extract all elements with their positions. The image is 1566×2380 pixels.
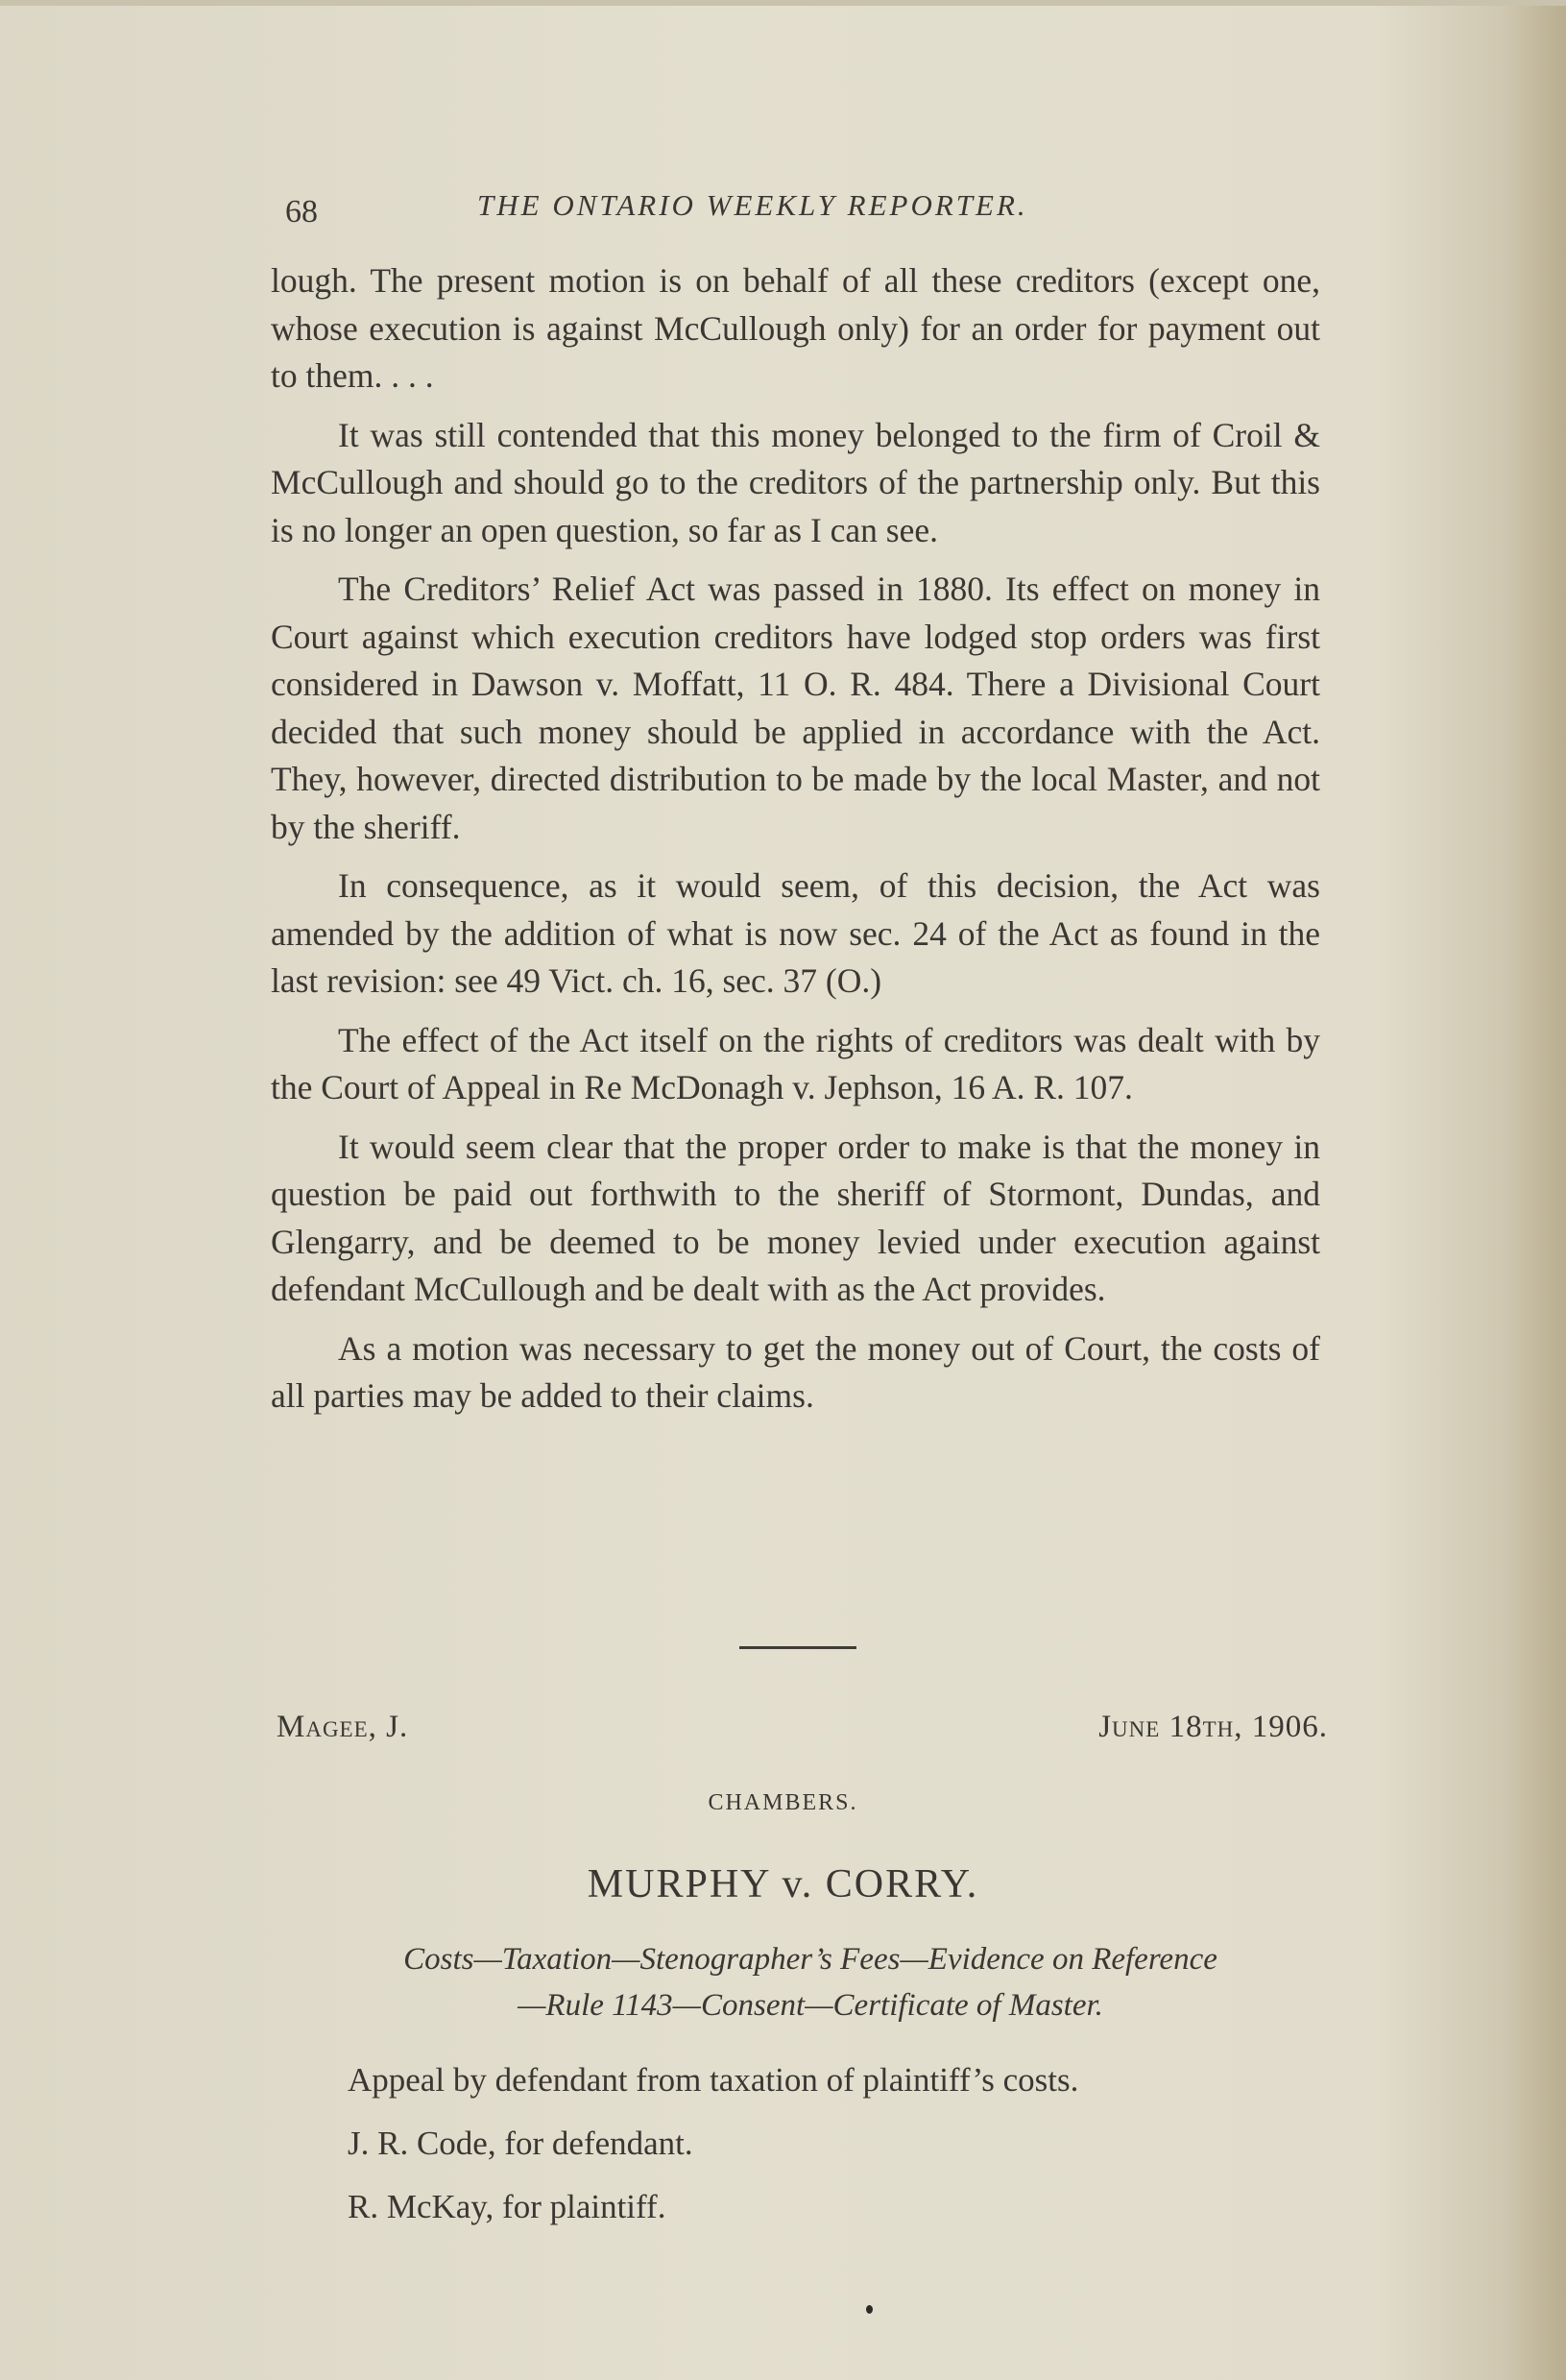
page-number: 68	[285, 194, 318, 230]
appeal-statement: Appeal by defendant from taxation of plaintiff’s costs.	[348, 2061, 1079, 2099]
paragraph: The Creditors’ Relief Act was passed in 1880. Its effect on money in Court against which execution creditors have lodged stop orders was first considered in Dawson v. Moffatt, 11 O. R. 484. There a Divisional Court decided that such money should be applied in accordance with the Act. They, however, directed distribution to be made by the local Master, and not by the sheriff.	[271, 570, 1320, 846]
judgment-date: June 18th, 1906.	[1098, 1710, 1328, 1744]
running-title: THE ONTARIO WEEKLY REPORTER.	[477, 188, 1028, 222]
paragraph: The effect of the Act itself on the rights of creditors was dealt with by the Court of Appeal in Re McDonagh v. Jephson, 16 A. R. 107.	[271, 1020, 1320, 1106]
page-header	[285, 188, 1337, 236]
counsel-plaintiff: R. McKay, for plaintiff.	[348, 2188, 666, 2225]
section-divider	[739, 1646, 856, 1649]
case-title: MURPHY v. CORRY.	[587, 1862, 979, 1906]
headnote-line: —Rule 1143—Consent—Certificate of Master.	[518, 1988, 1103, 2023]
paragraph: As a motion was necessary to get the money out of Court, the costs of all parties may be added to their claims.	[271, 1328, 1320, 1415]
headnote-line: Costs—Taxation—Stenographer’s Fees—Evidence on Reference	[403, 1942, 1217, 1977]
counsel-defendant: J. R. Code, for defendant.	[348, 2125, 693, 2162]
paragraph: It was still contended that this money belonged to the firm of Croil & McCullough and should go to the creditors of the partnership only. But this is no longer an open question, so far as I can see.	[271, 415, 1320, 549]
body-text	[271, 257, 1320, 1432]
judge-name: Magee, J.	[277, 1710, 409, 1744]
headnote	[284, 1936, 1337, 2028]
court-label: CHAMBERS.	[708, 1790, 858, 1815]
paragraph: It would seem clear that the proper order to make is that the money in question be paid out forthwith to the sheriff of Stormont, Dundas, and Glengarry, and be deemed to be money levied under execution against defendant McCullough and be dealt with as the Act provides.	[271, 1127, 1320, 1308]
ink-dot	[866, 2305, 873, 2314]
paragraph: lough. The present motion is on behalf of all these creditors (except one, whose execution is against McCullough only) for an order for payment out to them. . . .	[271, 261, 1320, 395]
paragraph: In consequence, as it would seem, of this decision, the Act was amended by the addition of what is now sec. 24 of the Act as found in the last revision: see 49 Vict. ch. 16, sec. 37 (O.)	[271, 866, 1320, 1000]
page-top-edge	[0, 0, 1566, 6]
